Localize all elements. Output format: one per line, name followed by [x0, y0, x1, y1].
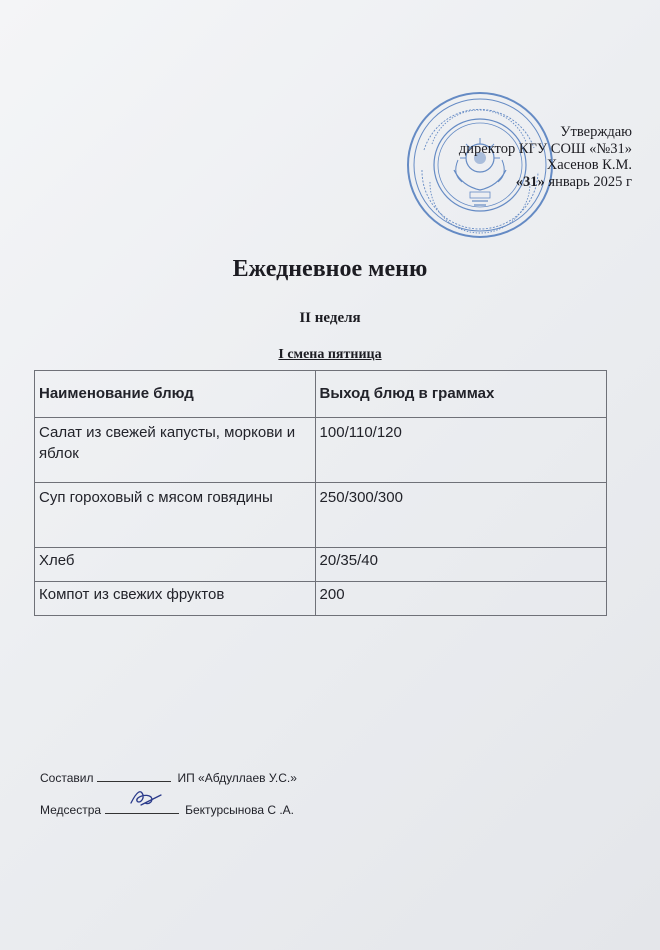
header-dish-name: Наименование блюд [35, 371, 316, 418]
table-header-row [35, 371, 607, 418]
dish-cell: Суп гороховый с мясом говядины [35, 483, 316, 548]
nurse-name: Бектурсынова С .А. [185, 803, 295, 817]
menu-table [34, 370, 607, 616]
table-row [35, 418, 607, 483]
signature-line [105, 803, 179, 814]
nurse-line [40, 803, 294, 817]
compiled-by-name: ИП «Абдуллаев У.С.» [177, 771, 297, 785]
dish-cell: Салат из свежей капусты, моркови и яблок [35, 418, 316, 483]
approval-heading: Утверждаю [560, 124, 632, 140]
compiled-label: Составил [40, 771, 94, 785]
dish-cell: Хлеб [35, 548, 316, 582]
weight-cell: 250/300/300 [315, 483, 606, 548]
handwritten-signature [127, 787, 167, 809]
weight-cell: 100/110/120 [315, 418, 606, 483]
table-row [35, 582, 607, 616]
approval-block [459, 124, 632, 190]
weight-cell: 200 [315, 582, 606, 616]
approval-date [459, 174, 632, 191]
signature-line [97, 771, 171, 782]
approval-name: Хасенов К.М. [546, 157, 632, 173]
nurse-label: Медсестра [40, 803, 102, 817]
page-title: Ежедневное меню [232, 256, 428, 282]
approval-date-rest: январь 2025 г [544, 173, 632, 190]
table-row [35, 483, 607, 548]
weight-cell: 20/35/40 [315, 548, 606, 582]
week-label: II неделя [299, 310, 361, 326]
header-portion-weight: Выход блюд в граммах [315, 371, 606, 418]
approval-position: директор КГУ СОШ «№31» [458, 140, 632, 157]
approval-date-day: «31» [515, 173, 545, 190]
shift-label: I смена пятница [278, 347, 382, 362]
table-row [35, 548, 607, 582]
dish-cell: Компот из свежих фруктов [35, 582, 316, 616]
compiled-by-line [40, 771, 297, 785]
